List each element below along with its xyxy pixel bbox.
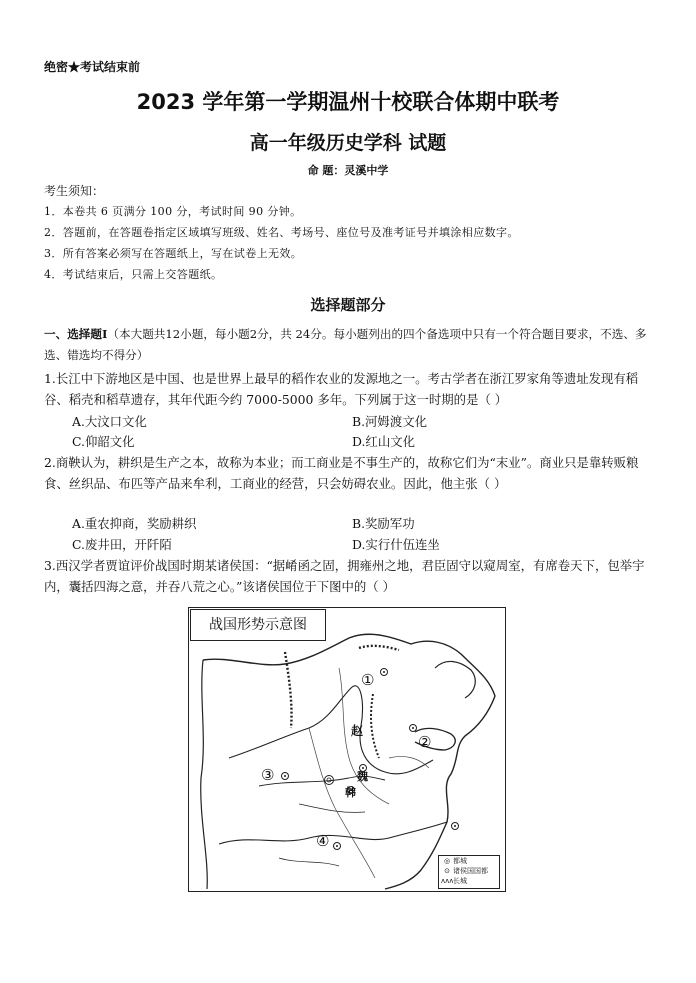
notice-item: 2．答题前，在答题卷指定区域填写班级、姓名、考场号、座位号及准考证号并填涂相应数字。 (44, 226, 519, 239)
question-1-option-d: D.红山文化 (352, 434, 415, 449)
exam-author: 命 题：灵溪中学 (307, 164, 389, 177)
map-label-han: 韩 (345, 786, 356, 799)
question-1-option-b: B.河姆渡文化 (352, 414, 427, 429)
map-marker-2: ② (418, 733, 432, 751)
question-2-option-d: D.实行什伍连坐 (352, 537, 440, 552)
notice-item: 1．本卷共 6 页满分 100 分，考试时间 90 分钟。 (44, 205, 302, 218)
section-title: 选择题部分 (310, 296, 386, 314)
question-1-option-a: A.大汶口文化 (72, 414, 147, 429)
question-2-option-c: C.废井田，开阡陌 (72, 537, 172, 552)
section-instructions (44, 324, 656, 366)
map-title: 战国形势示意图 (190, 609, 326, 641)
exam-title: 2023 学年第一学期温州十校联合体期中联考 (136, 90, 560, 114)
notice-item: 4．考试结束后，只需上交答题纸。 (44, 268, 223, 281)
question-1-option-c: C.仰韶文化 (72, 434, 135, 449)
question-2-option-b: B.奖励军功 (352, 516, 415, 531)
map-label-wei: 魏 (357, 770, 368, 783)
question-3-stem: 3.西汉学者贾谊评价战国时期某诸侯国：“据崤函之固，拥雍州之地，君臣固守以窥周室，有席卷天下，包举宇内，囊括四海之意，并吞八荒之心。”该诸侯国位于下图中的（ ） (44, 558, 645, 594)
map-drawing (189, 608, 505, 891)
question-2-stem: 2.商鞅认为，耕织是生产之本，故称为本业；而工商业是不事生产的，故称它们为“末业”。商业只是靠转贩粮食、丝织品、布匹等产品来牟利，工商业的经营，只会妨碍农业。因此，他主张（ ） (44, 455, 639, 491)
map-marker-1: ① (361, 671, 375, 689)
question-1-stem: 1.长江中下游地区是中国、也是世界上最早的稻作农业的发源地之一。考古学者在浙江罗家角等遗址发现有稻谷、稻壳和稻草遗存，其年代距今约 7000-5000 多年。下列属于这一时期的是（ ） (44, 371, 639, 407)
map-marker-3: ③ (261, 766, 275, 784)
legend-state-capital: ⊙ 诸侯国国都 (439, 866, 499, 876)
great-wall-icon: ʌʌʌ (441, 877, 454, 885)
notice-item: 3．所有答案必须写在答题纸上，写在试卷上无效。 (44, 247, 303, 260)
notice-heading: 考生须知： (44, 184, 105, 198)
question-2-option-a: A.重农抑商，奖励耕织 (72, 516, 197, 531)
legend-great-wall: ʌʌʌ长城 (441, 877, 467, 885)
legend-capital: ◎ 都城 (439, 856, 499, 866)
map-legend (438, 855, 500, 889)
confidential-label: 绝密★考试结束前 (44, 60, 141, 74)
exam-subtitle: 高一年级历史学科 试题 (249, 132, 447, 154)
state-capital-icon: ⊙ (444, 867, 450, 875)
warring-states-map (188, 607, 506, 892)
map-marker-4: ④ (316, 832, 330, 850)
instructions-text: （本大题共12小题，每小题2分，共 24分。每小题列出的四个备选项中只有一个符合题目要求，不选、多选、错选均不得分） (44, 327, 647, 362)
capital-icon: ◎ (443, 857, 451, 865)
map-label-zhao: 赵 (351, 724, 364, 738)
instructions-lead: 一、选择题Ⅰ (44, 327, 108, 341)
